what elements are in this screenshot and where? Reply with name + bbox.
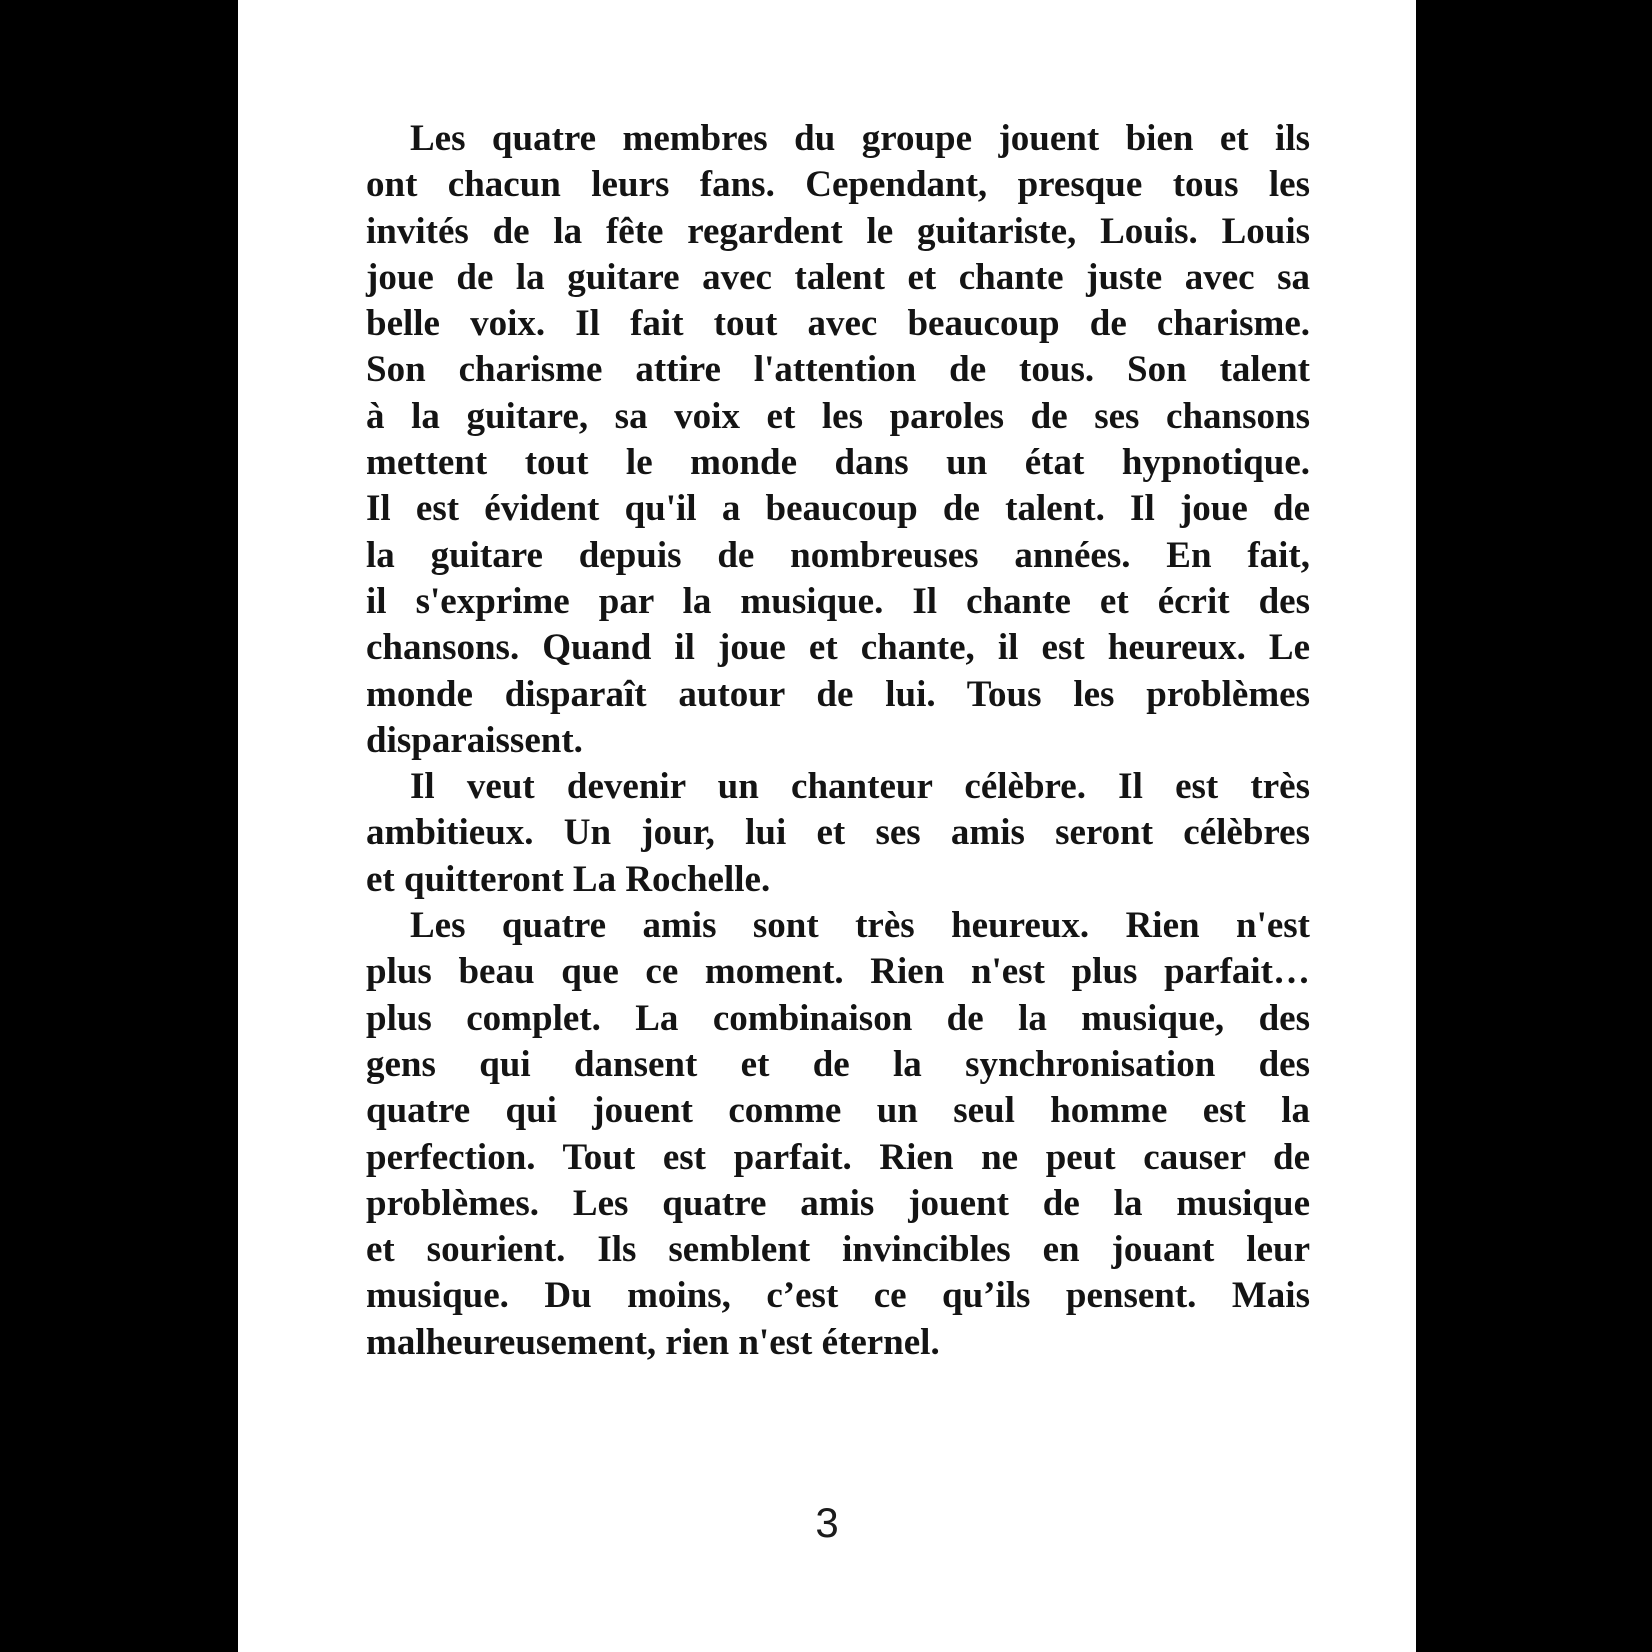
page-number: 3 <box>815 1499 839 1546</box>
text-line: ont chacun leurs fans. Cependant, presque tous les <box>366 164 1310 206</box>
text-line: la guitare depuis de nombreuses années. En fait, <box>366 534 1310 576</box>
text-line: invités de la fête regardent le guitariste, Louis. Louis <box>366 210 1310 252</box>
text-line: malheureusement, rien n'est éternel. <box>366 1321 940 1363</box>
text-line: plus beau que ce moment. Rien n'est plus parfait… <box>366 951 1310 993</box>
text-line: Il est évident qu'il a beaucoup de talent. Il joue de <box>366 488 1310 530</box>
book-page <box>238 0 1416 1652</box>
text-line: il s'exprime par la musique. Il chante et écrit des <box>366 580 1310 622</box>
text-line: ambitieux. Un jour, lui et ses amis seront célèbres <box>366 812 1310 854</box>
right-letterbox-bar <box>1414 0 1652 1652</box>
text-line: Les quatre membres du groupe jouent bien et ils <box>410 118 1310 159</box>
text-line: monde disparaît autour de lui. Tous les problèmes <box>366 673 1310 715</box>
text-line: perfection. Tout est parfait. Rien ne peut causer de <box>366 1136 1310 1178</box>
text-line: mettent tout le monde dans un état hypnotique. <box>366 442 1310 484</box>
text-line: musique. Du moins, c’est ce qu’ils pensent. Mais <box>366 1275 1310 1317</box>
left-letterbox-bar <box>0 0 238 1652</box>
text-line: chansons. Quand il joue et chante, il est heureux. Le <box>366 627 1310 669</box>
page-text-column <box>366 116 1310 1366</box>
text-line: Il veut devenir un chanteur célèbre. Il est très <box>410 766 1310 808</box>
text-line: Son charisme attire l'attention de tous. Son talent <box>366 349 1310 391</box>
paragraph-1 <box>366 116 1310 764</box>
text-line: gens qui dansent et de la synchronisation des <box>366 1043 1310 1085</box>
text-line: joue de la guitare avec talent et chante juste avec sa <box>366 256 1310 298</box>
text-line: disparaissent. <box>366 719 583 761</box>
text-line: à la guitare, sa voix et les paroles de ses chansons <box>366 395 1310 437</box>
text-line: quatre qui jouent comme un seul homme est la <box>366 1090 1310 1132</box>
text-line: et sourient. Ils semblent invincibles en jouant leur <box>366 1229 1310 1271</box>
text-line: Les quatre amis sont très heureux. Rien n'est <box>410 905 1310 947</box>
text-line: et quitteront La Rochelle. <box>366 858 771 900</box>
text-line: problèmes. Les quatre amis jouent de la musique <box>366 1182 1310 1224</box>
paragraph-3 <box>366 903 1310 1366</box>
paragraph-2 <box>366 764 1310 903</box>
text-line: plus complet. La combinaison de la musique, des <box>366 997 1310 1039</box>
text-line: belle voix. Il fait tout avec beaucoup de charisme. <box>366 303 1310 345</box>
